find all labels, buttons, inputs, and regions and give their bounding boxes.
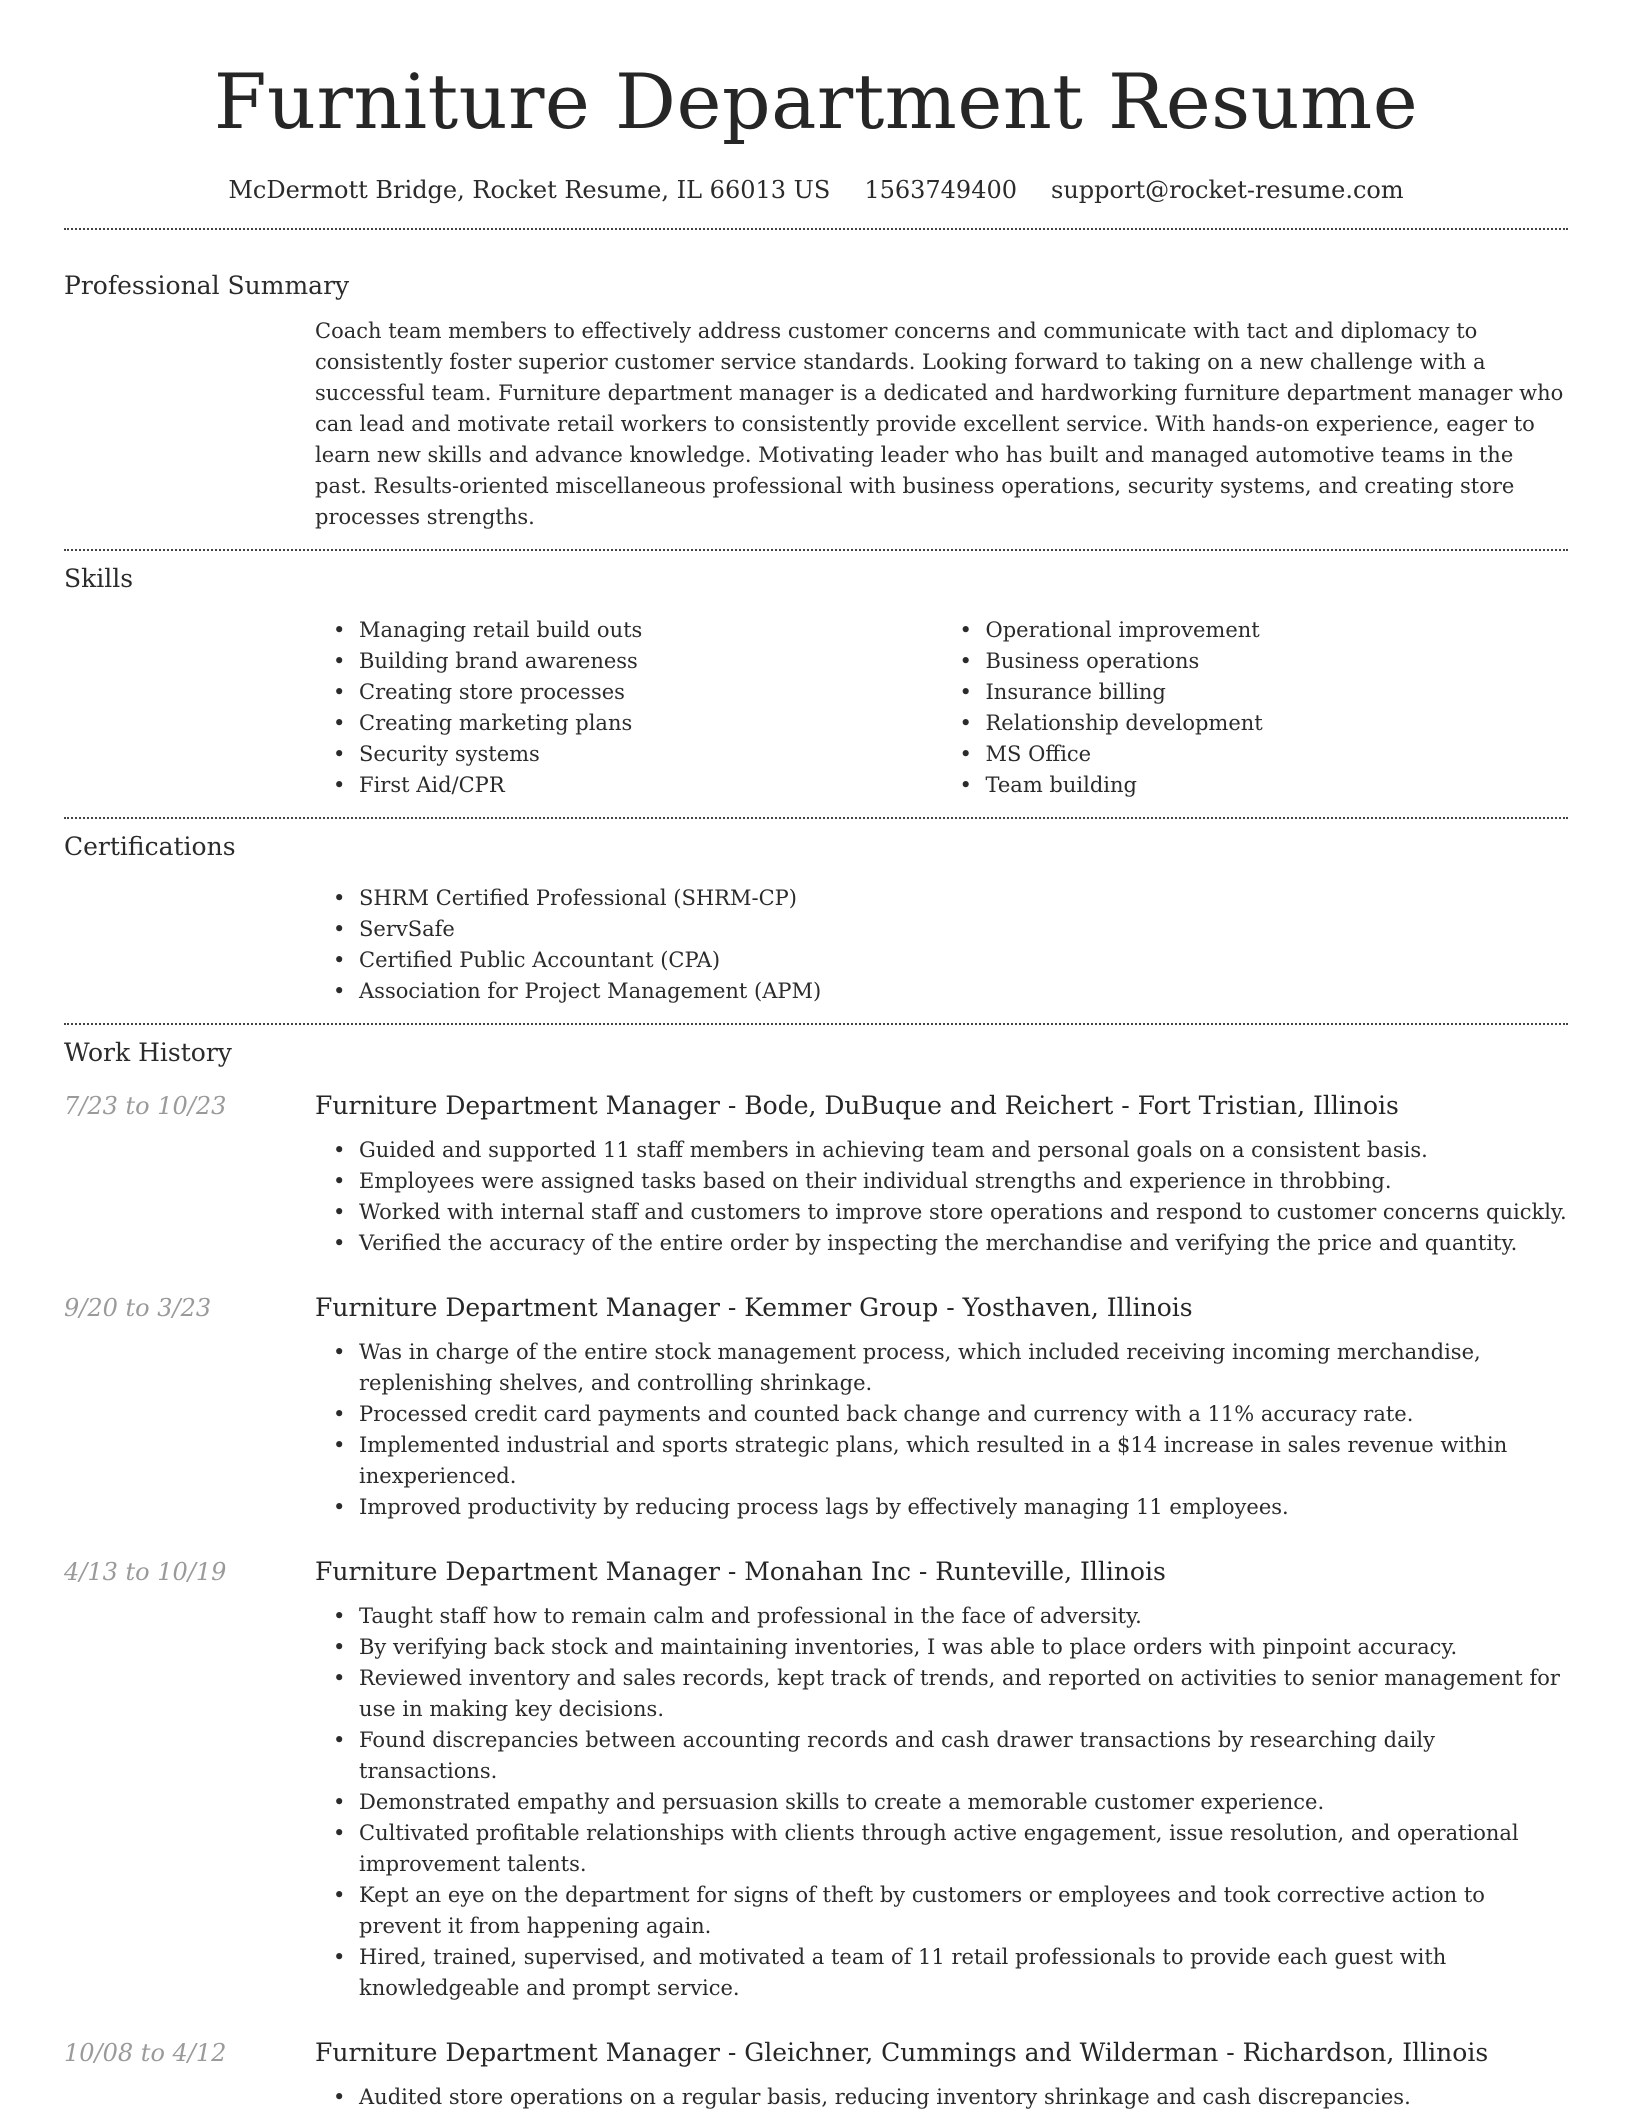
list-item: • Demonstrated empathy and persuasion skills to create a memorable customer experience. bbox=[359, 1787, 1568, 1818]
list-item: • Creating store processes bbox=[359, 677, 942, 708]
list-item: • Association for Project Management (APM) bbox=[359, 976, 1568, 1007]
list-item: • Improved productivity by reducing process lags by effectively managing 11 employees. bbox=[359, 1492, 1568, 1523]
section-professional-summary bbox=[64, 230, 1568, 549]
email: support@rocket-resume.com bbox=[1051, 176, 1404, 204]
list-item: • Reviewed inventory and sales records, kept track of trends, and reported on activities to senior management for use in making key decisions. bbox=[359, 1663, 1568, 1725]
list-item: • Employees were assigned tasks based on their individual strengths and experience in throbbing. bbox=[359, 1166, 1568, 1197]
section-heading: Professional Summary bbox=[64, 271, 350, 300]
job-bullets bbox=[315, 1601, 1568, 2004]
job-title: Furniture Department Manager - Monahan Inc - Runteville, Illinois bbox=[315, 1557, 1166, 1586]
job-dates: 9/20 to 3/23 bbox=[64, 1294, 212, 1322]
list-item: • Certified Public Accountant (CPA) bbox=[359, 945, 1568, 976]
list-item: • Worked with internal staff and customers to improve store operations and respond to customer concerns quickly. bbox=[359, 1197, 1568, 1228]
job-entry bbox=[64, 1555, 1568, 2004]
list-item: • First Aid/CPR bbox=[359, 770, 942, 801]
job-title: Furniture Department Manager - Bode, DuBuque and Reichert - Fort Tristian, Illinois bbox=[315, 1091, 1399, 1120]
contact-line bbox=[64, 174, 1568, 206]
list-item: • Business operations bbox=[986, 646, 1569, 677]
list-item: • By verifying back stock and maintaining inventories, I was able to place orders with pinpoint accuracy. bbox=[359, 1632, 1568, 1663]
list-item: • Found discrepancies between accounting records and cash drawer transactions by researching daily transactions. bbox=[359, 1725, 1568, 1787]
job-entry bbox=[64, 1291, 1568, 1523]
list-item: • ServSafe bbox=[359, 914, 1568, 945]
skills-list-right bbox=[942, 615, 1569, 801]
job-dates: 7/23 to 10/23 bbox=[64, 1092, 227, 1120]
list-item: • Managing retail build outs bbox=[359, 615, 942, 646]
list-item: • Kept an eye on the department for signs of theft by customers or employees and took corrective action to prevent it from happening again. bbox=[359, 1880, 1568, 1942]
section-skills bbox=[64, 551, 1568, 817]
list-item: • Operational improvement bbox=[986, 615, 1569, 646]
list-item: • Audited store operations on a regular basis, reducing inventory shrinkage and cash discrepancies. bbox=[359, 2082, 1568, 2113]
list-item: • Processed credit card payments and counted back change and currency with a 11% accuracy rate. bbox=[359, 1399, 1568, 1430]
job-bullets bbox=[315, 1337, 1568, 1523]
job-entry bbox=[64, 2036, 1568, 2113]
job-bullets bbox=[315, 2082, 1568, 2113]
phone: 1563749400 bbox=[864, 176, 1018, 204]
list-item: • Cultivated profitable relationships with clients through active engagement, issue resolution, and operational improvement talents. bbox=[359, 1818, 1568, 1880]
list-item: • Relationship development bbox=[986, 708, 1569, 739]
section-heading: Work History bbox=[64, 1038, 232, 1067]
job-title: Furniture Department Manager - Gleichner, Cummings and Wilderman - Richardson, Illinois bbox=[315, 2038, 1489, 2067]
list-item: • Implemented industrial and sports strategic plans, which resulted in a $14 increase in sales revenue within inexperienced. bbox=[359, 1430, 1568, 1492]
list-item: • Guided and supported 11 staff members in achieving team and personal goals on a consistent basis. bbox=[359, 1135, 1568, 1166]
job-dates: 4/13 to 10/19 bbox=[64, 1558, 227, 1586]
skills-list-left bbox=[315, 615, 942, 801]
certifications-list bbox=[315, 883, 1568, 1007]
section-work-history bbox=[64, 1025, 1568, 2113]
list-item: • Hired, trained, supervised, and motivated a team of 11 retail professionals to provide each guest with knowledgeable and prompt service. bbox=[359, 1942, 1568, 2004]
list-item: • MS Office bbox=[986, 739, 1569, 770]
resume-title: Furniture Department Resume bbox=[213, 57, 1419, 146]
list-item: • Security systems bbox=[359, 739, 942, 770]
list-item: • Verified the accuracy of the entire order by inspecting the merchandise and verifying the price and quantity. bbox=[359, 1228, 1568, 1259]
address: McDermott Bridge, Rocket Resume, IL 66013 US bbox=[228, 176, 831, 204]
list-item: • Building brand awareness bbox=[359, 646, 942, 677]
list-item: • Insurance billing bbox=[986, 677, 1569, 708]
section-heading: Skills bbox=[64, 564, 134, 593]
job-entry bbox=[64, 1089, 1568, 1259]
resume-page bbox=[64, 0, 1568, 2113]
list-item: • Was in charge of the entire stock management process, which included receiving incoming merchandise, replenishing shelves, and controlling shrinkage. bbox=[359, 1337, 1568, 1399]
section-certifications bbox=[64, 819, 1568, 1023]
section-heading: Certifications bbox=[64, 832, 236, 861]
job-title: Furniture Department Manager - Kemmer Group - Yosthaven, Illinois bbox=[315, 1293, 1193, 1322]
list-item: • Creating marketing plans bbox=[359, 708, 942, 739]
job-dates: 10/08 to 4/12 bbox=[64, 2039, 227, 2067]
list-item: • Taught staff how to remain calm and professional in the face of adversity. bbox=[359, 1601, 1568, 1632]
job-bullets bbox=[315, 1135, 1568, 1259]
list-item: • SHRM Certified Professional (SHRM-CP) bbox=[359, 883, 1568, 914]
summary-text: Coach team members to effectively address customer concerns and communicate with tact and diplomacy to consistently foster superior customer service standards. Looking forward to taking on a new challenge with a successful team. Furniture department manager is a dedicated and hardworking furniture department manager who can lead and motivate retail workers to consistently provide excellent service. With hands-on experience, eager to learn new skills and advance knowledge. Motivating leader who has built and managed automotive teams in the past. Results-oriented miscellaneous professional with business operations, security systems, and creating store processes strengths. bbox=[315, 319, 1564, 529]
list-item: • Team building bbox=[986, 770, 1569, 801]
